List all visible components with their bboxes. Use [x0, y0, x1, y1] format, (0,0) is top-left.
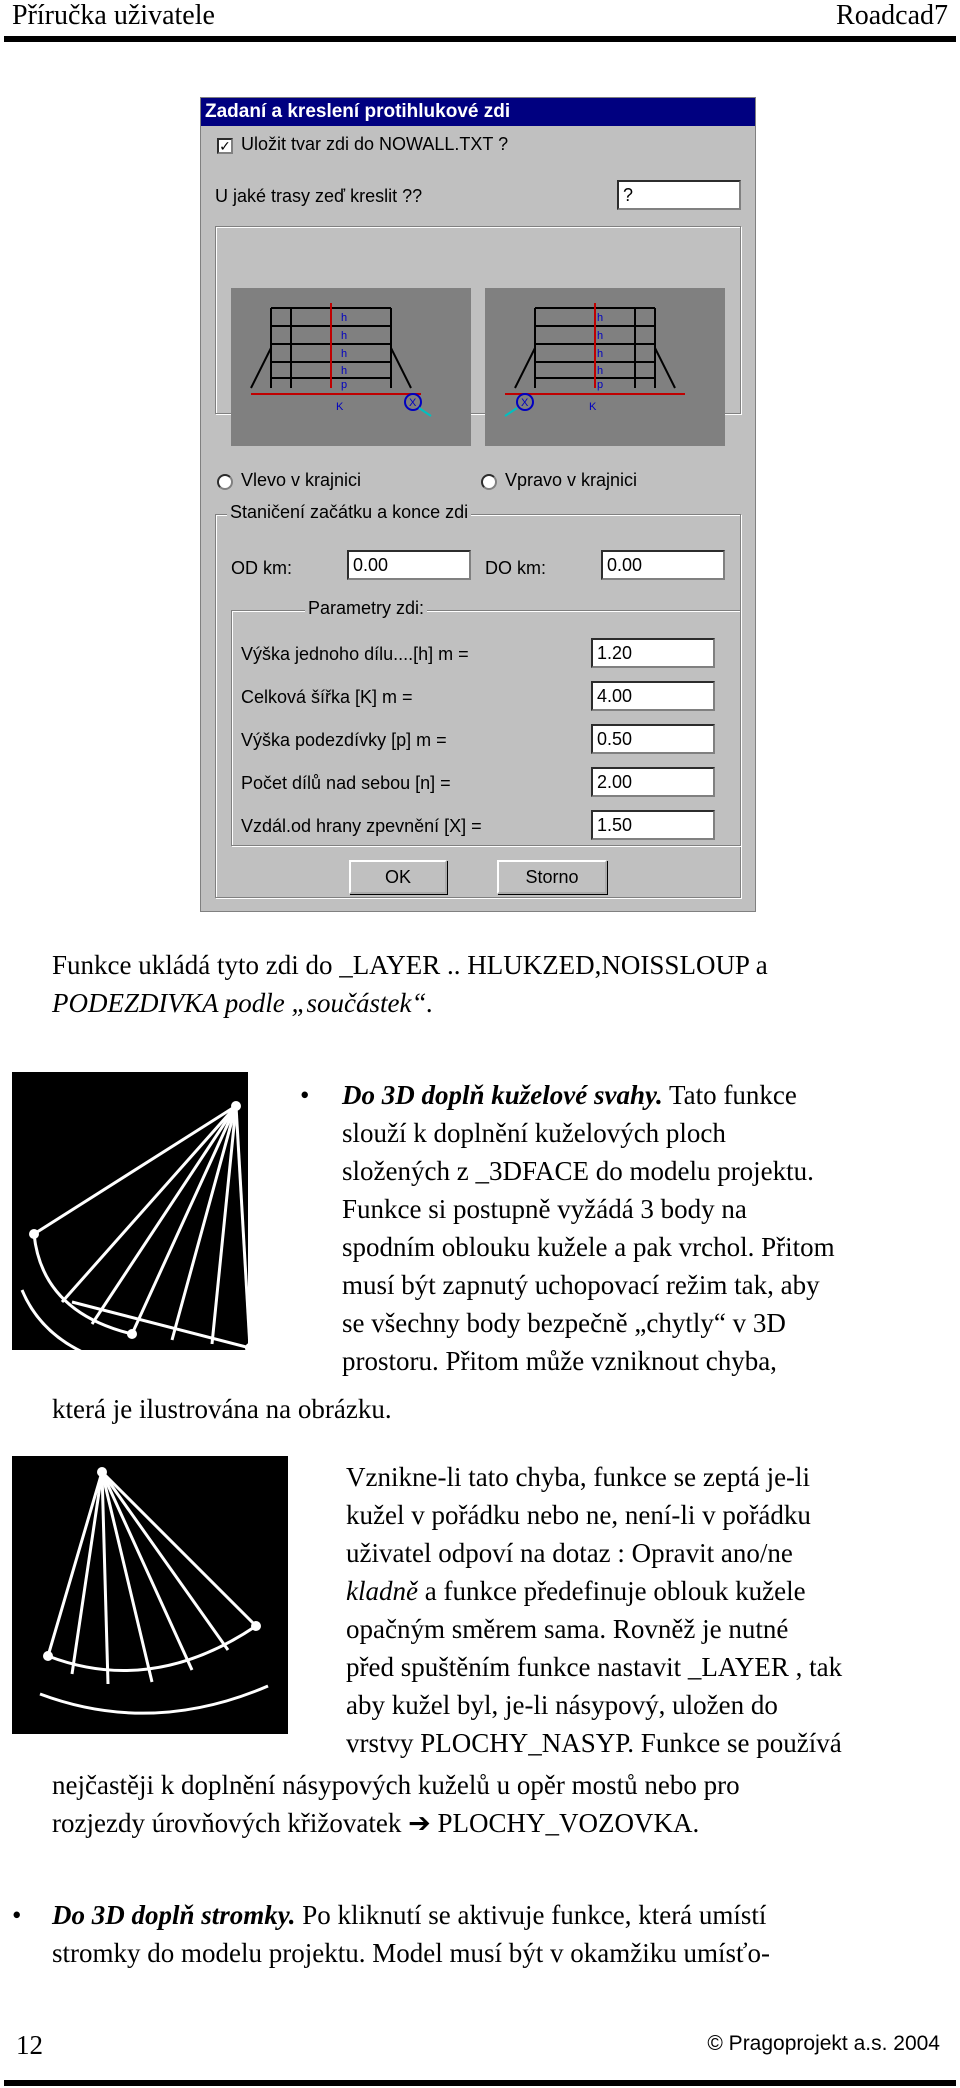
cone-section: Do 3D doplň kuželové svahy. Tato funkce slouží k doplnění kuželových ploch složených z _3DFACE do modelu projektu. Funkce si postupně vyžádá 3 body na spodním oblouku kužele a pak vrchol. Přitom musí být zapnutý uchopovací režim tak, aby se všechny body bezpečně „chytly“ v 3D prostoru. Přitom může vzniknout chyba, [342, 1080, 835, 1376]
dialog-titlebar: Zadaní a kreslení protihlukové zdi [201, 98, 755, 126]
header-rule [4, 36, 956, 42]
preview-left [231, 288, 471, 446]
page-header [0, 0, 960, 44]
params-legend: Parametry zdi: [305, 598, 427, 619]
preview-right [485, 288, 725, 446]
route-input[interactable]: ? [617, 180, 741, 210]
header-title: Příručka uživatele [12, 0, 215, 31]
param-input[interactable]: 4.00 [591, 681, 715, 711]
save-checkbox[interactable]: ✓ [217, 138, 233, 154]
param-label: Počet dílů nad sebou [n] = [241, 773, 451, 793]
param-input[interactable]: 0.50 [591, 724, 715, 754]
bullet-cone: • [300, 1080, 310, 1110]
intro-paragraph [52, 946, 942, 1022]
param-input[interactable]: 1.50 [591, 810, 715, 840]
radio-right-label: Vpravo v krajnici [505, 470, 638, 490]
italic-word: kladně [346, 1576, 418, 1606]
save-checkbox-label: Uložit tvar zdi do NOWALL.TXT ? [241, 134, 509, 154]
radio-left-label: Vlevo v krajnici [241, 470, 362, 490]
svg-text:h: h [341, 365, 348, 377]
cone-fixed-image [12, 1456, 288, 1734]
ok-button[interactable]: OK [349, 860, 447, 894]
cone-error-drawing [12, 1072, 248, 1350]
arrow-icon: ➔ [408, 1808, 431, 1838]
cone-error-tail: nejčastěji k doplnění násypových kuželů u opěr mostů nebo pro rozjezdy úrovňových křižovatek ➔ PLOCHY_VOZOVKA. [52, 1770, 740, 1838]
svg-text:p: p [597, 379, 604, 391]
param-input[interactable]: 2.00 [591, 767, 715, 797]
svg-text:h: h [597, 348, 604, 360]
header-product: Roadcad7 [836, 0, 948, 31]
svg-text:p: p [341, 379, 348, 391]
route-label: U jaké trasy zeď kreslit ?? [215, 186, 423, 206]
trees-section: Do 3D doplň stromky. Po kliknutí se aktivuje funkce, která umístí stromky do modelu projektu. Model musí být v okamžiku umísťo- [52, 1900, 770, 1968]
noise-wall-dialog [200, 97, 756, 912]
cone-title: Do 3D doplň kuželové svahy. [342, 1080, 663, 1110]
svg-text:h: h [597, 330, 604, 342]
bullet-trees: • [12, 1900, 22, 1930]
svg-text:h: h [341, 312, 348, 324]
svg-text:K: K [589, 401, 597, 413]
svg-text:K: K [336, 401, 344, 413]
cancel-button[interactable]: Storno [497, 860, 607, 894]
param-label: Celková šířka [K] m = [241, 687, 413, 707]
svg-text:h: h [597, 365, 604, 377]
cone-fixed-drawing [12, 1456, 288, 1734]
do-input[interactable]: 0.00 [601, 550, 725, 580]
od-label: OD km: [231, 558, 292, 578]
radio-left[interactable] [217, 474, 233, 490]
radio-right[interactable] [481, 474, 497, 490]
cone-section-last: která je ilustrována na obrázku. [52, 1394, 392, 1424]
footer-rule [4, 2080, 956, 2086]
param-label: Výška jednoho dílu....[h] m = [241, 644, 469, 664]
param-label: Vzdál.od hrany zpevnění [X] = [241, 816, 482, 836]
copyright: © Pragoprojekt a.s. 2004 [707, 2032, 940, 2055]
od-input[interactable]: 0.00 [347, 550, 471, 580]
wall-diagram-right [485, 288, 725, 446]
do-label: DO km: [485, 558, 546, 578]
svg-text:h: h [597, 312, 604, 324]
param-label: Výška podezdívky [p] m = [241, 730, 447, 750]
page-number: 12 [16, 2030, 43, 2060]
intro-line: Funkce ukládá tyto zdi do _LAYER .. HLUKZED,NOISSLOUP a [52, 950, 768, 980]
param-input[interactable]: 1.20 [591, 638, 715, 668]
intro-line-italic: PODEZDIVKA podle „součástek“. [52, 988, 434, 1018]
svg-text:h: h [341, 348, 348, 360]
trees-title: Do 3D doplň stromky. [52, 1900, 296, 1930]
stationing-legend: Staničení začátku a konce zdi [227, 502, 471, 523]
svg-text:X: X [409, 397, 417, 409]
wall-diagram-left [231, 288, 471, 446]
svg-text:h: h [341, 330, 348, 342]
cone-error-image [12, 1072, 248, 1350]
svg-text:X: X [521, 397, 529, 409]
cone-error-section: Vznikne-li tato chyba, funkce se zeptá je-li kužel v pořádku nebo ne, není-li v pořádku uživatel odpoví na dotaz : Opravit ano/ne kladně a funkce předefinuje oblouk kužele opačným směrem sama. Rovněž je nutné před spuštěním funkce nastavit _LAYER , tak aby kužel byl, je-li násypový, uložen do vrstvy PLOCHY_NASYP. Funkce se používá [346, 1462, 843, 1758]
